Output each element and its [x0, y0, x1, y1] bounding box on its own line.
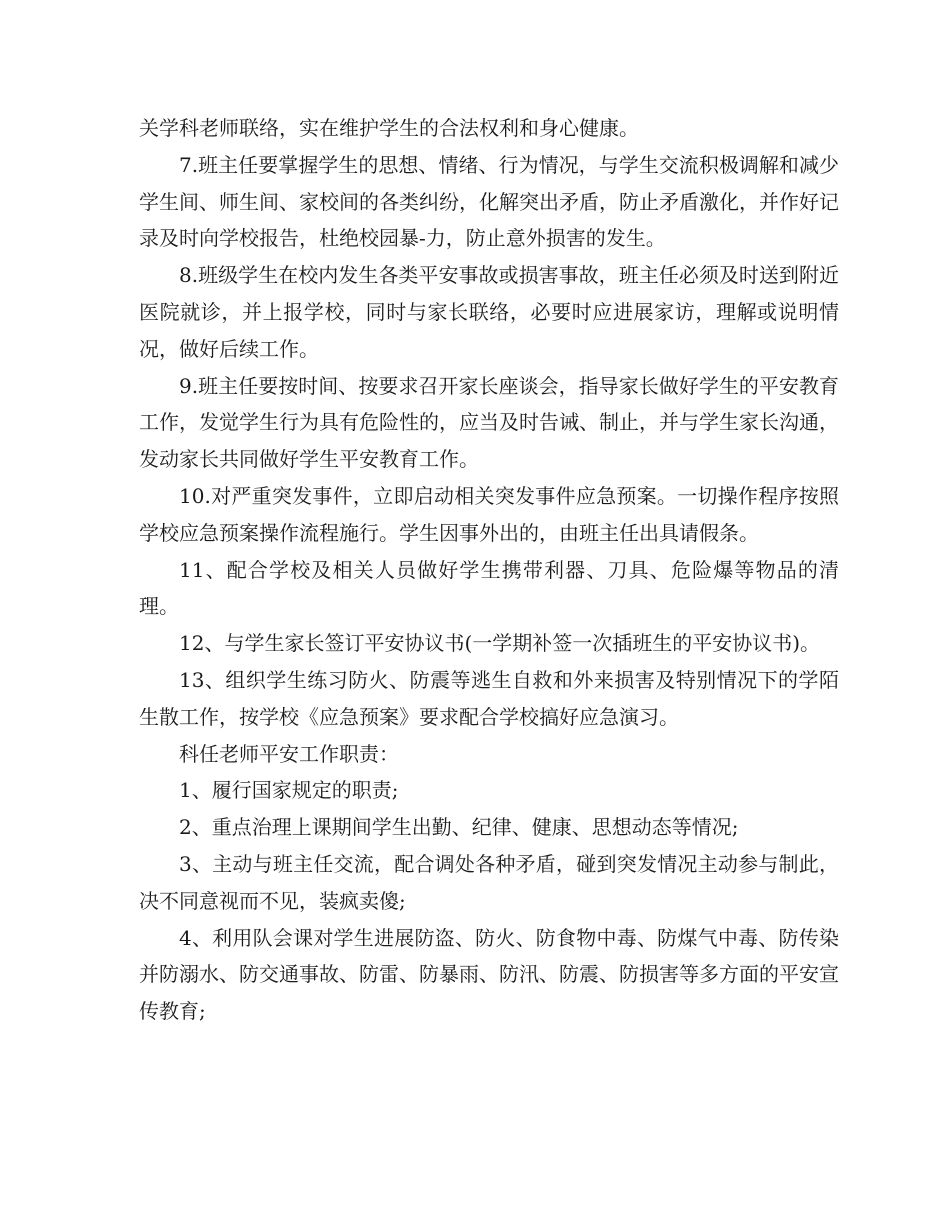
duty-item-4: 4、利用队会课对学生进展防盗、防火、防食物中毒、防煤气中毒、防传染并防溺水、防交通事故、防雷、防暴雨、防汛、防震、防损害等多方面的平安宣传教育;	[139, 925, 839, 1024]
paragraph-item-9: 9.班主任要按时间、按要求召开家长座谈会，指导家长做好学生的平安教育工作，发觉学生行为具有危险性的，应当及时告诫、制止，并与学生家长沟通，发动家长共同做好学生平安教育工作。	[139, 373, 839, 472]
paragraph-item-13: 13、组织学生练习防火、防震等逃生自救和外来损害及特别情况下的学陌生散工作，按学校《应急预案》要求配合学校搞好应急演习。	[139, 667, 839, 729]
paragraph-item-8: 8.班级学生在校内发生各类平安事故或损害事故，班主任必须及时送到附近医院就诊，并上报学校，同时与家长联络，必要时应进展家访，理解或说明情况，做好后续工作。	[139, 263, 839, 361]
paragraph-item-7: 7.班主任要掌握学生的思想、情绪、行为情况，与学生交流积极调解和减少学生间、师生间、家校间的各类纠纷，化解突出矛盾，防止矛盾激化，并作好记录及时向学校报告，杜绝校园暴-力，防止意外损害的发生。	[139, 152, 839, 251]
paragraph-item-11: 11、配合学校及相关人员做好学生携带利器、刀具、危险爆等物品的清理。	[139, 557, 839, 619]
section-heading: 科任老师平安工作职责：	[179, 741, 399, 766]
paragraph-item-12: 12、与学生家长签订平安协议书(一学期补签一次插班生的平安协议书)。	[179, 631, 821, 656]
duty-item-2: 2、重点治理上课期间学生出勤、纪律、健康、思想动态等情况;	[179, 815, 739, 840]
duty-item-1: 1、履行国家规定的职责;	[179, 778, 399, 803]
paragraph-item-10: 10.对严重突发事件，立即启动相关突发事件应急预案。一切操作程序按照学校应急预案操作流程施行。学生因事外出的，由班主任出具请假条。	[139, 483, 839, 545]
duty-item-3: 3、主动与班主任交流，配合调处各种矛盾，碰到突发情况主动参与制此，决不同意视而不见，装疯卖傻;	[139, 851, 839, 913]
paragraph-continuation: 关学科老师联络，实在维护学生的合法权利和身心健康。	[139, 116, 639, 140]
document-page	[139, 110, 839, 1030]
